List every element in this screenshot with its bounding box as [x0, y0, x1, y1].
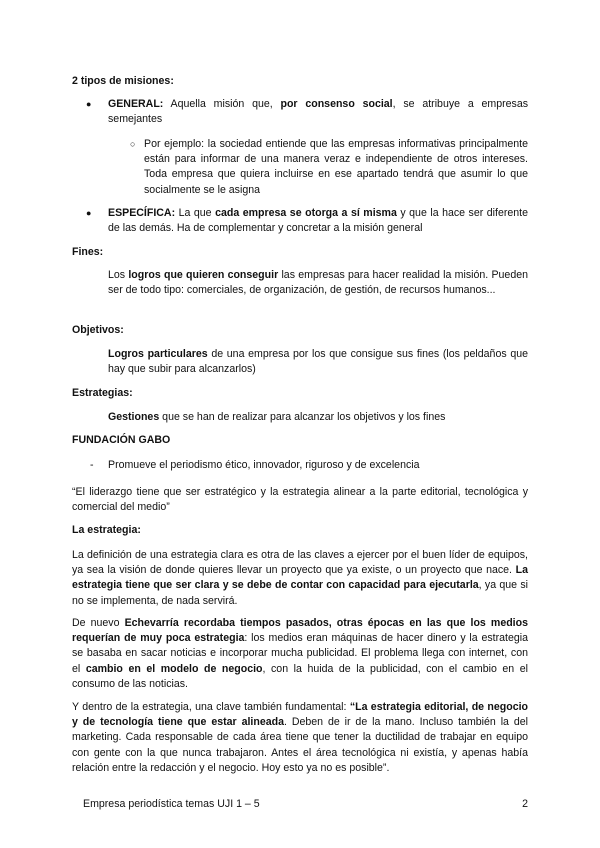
sub-bullet-example [72, 137, 528, 198]
circle-bullet-icon: ○ [130, 139, 136, 149]
bullet-dot-icon: ● [86, 208, 92, 218]
missions-heading: 2 tipos de misiones: [72, 75, 174, 87]
estrategia-paragraph-3: Y dentro de la estrategia, una clave también fundamental: “La estrategia editorial, de negocio y de tecnología tiene que estar alineada. Deben de ir de la mano. Incluso también la del marketing. Cada responsable de cada área tiene que tener la ductilidad de trabajar en equipo con gente con la que nunca trabajaron. Antes el área tecnológica ni existía, y apenas había relación entre la redacción y el negocio. Hoy esto ya no es posible”. [72, 701, 529, 774]
fundacion-quote: “El liderazgo tiene que ser estratégico y la estrategia alinear a la parte editorial, tecnológica y comercial del medio” [72, 486, 528, 514]
footer-title: Empresa periodística temas UJI 1 – 5 [83, 798, 260, 810]
la-estrategia-heading: La estrategia: [72, 524, 141, 536]
dash-bullet-icon: - [90, 459, 94, 471]
fundacion-item: - Promueve el periodismo ético, innovador, riguroso y de excelencia [72, 458, 528, 473]
estrategia-paragraph-1: La definición de una estrategia clara es otra de las claves a ejercer por el buen líder de equipos, ya sea la visión de donde quieres llevar un proyecto que ya existe, o un proyecto que nace. La estrategia tiene que ser clara y se debe de contar con capacidad para ejecutarla, ya que si no se implementa, de nada servirá. [72, 549, 528, 607]
bullet-general [72, 97, 528, 127]
fines-heading: Fines: [72, 246, 104, 258]
estrategia-paragraph-2: De nuevo Echevarría recordaba tiempos pasados, otras épocas en las que los medios requerían de muy poca estrategia: los medios eran máquinas de hacer dinero y la estrategia se basaba en sacar noticias e incorporar mucha publicidad. El problema llega con internet, con el cambio en el modelo de negocio, con la huida de la publicidad, con el cambio en el consumo de las noticias. [72, 617, 528, 690]
estrategias-text: Gestiones que se han de realizar para alcanzar los objetivos y los fines [108, 411, 446, 423]
fines-text: Los logros que quieren conseguir las empresas para hacer realidad la misión. Pueden ser de todo tipo: comerciales, de organización, de gestión, de recursos humanos... [108, 269, 528, 297]
page-number: 2 [522, 798, 528, 810]
general-text: GENERAL: Aquella misión que, por consenso social, se atribuye a empresas semejantes [108, 98, 529, 126]
objetivos-heading: Objetivos: [72, 324, 124, 336]
especifica-text: ESPECÍFICA: La que cada empresa se otorga a sí misma y que la hace ser diferente de las demás. Ha de complementar y concretar a la misión general [108, 207, 529, 235]
page-footer [83, 798, 528, 810]
objetivos-text: Logros particulares de una empresa por los que consigue sus fines (los peldaños que hay que subir para alcanzarlos) [108, 348, 528, 376]
fundacion-heading: FUNDACIÓN GABO [72, 434, 171, 446]
general-example: Por ejemplo: la sociedad entiende que las empresas informativas principalmente están para informar de una manera veraz e independiente de otros intereses. Toda empresa que quiera incluirse en ese apartado tendrá que asumir lo que socialmente se le asigna [144, 138, 528, 196]
bullet-especifica [72, 206, 528, 236]
bullet-dot-icon: ● [86, 99, 92, 109]
estrategias-heading: Estrategias: [72, 387, 133, 399]
